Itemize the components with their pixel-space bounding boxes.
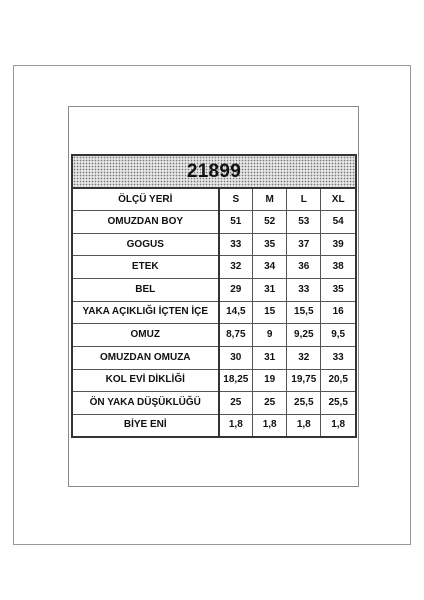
size-value: 1,8	[331, 419, 346, 431]
measurement-label: BEL	[73, 279, 219, 302]
size-value: 9,25	[287, 324, 321, 347]
size-value: 36	[287, 256, 321, 279]
size-value: 25	[219, 392, 253, 415]
size-table	[73, 189, 355, 436]
header-size-xl: XL	[321, 189, 355, 211]
table-row	[73, 301, 355, 324]
size-value: 1,8	[253, 414, 287, 436]
table-row	[73, 369, 355, 392]
table-row	[73, 414, 355, 436]
measurement-label: KOL EVİ DİKLİĞİ	[73, 369, 219, 392]
table-row	[73, 392, 355, 415]
size-value: 18,25	[219, 369, 253, 392]
size-value: 9	[253, 324, 287, 347]
measurement-label: OMUZDAN BOY	[73, 211, 219, 234]
size-value: 25	[253, 392, 287, 415]
table-row	[73, 324, 355, 347]
size-value: 19,75	[287, 369, 321, 392]
table-row	[73, 233, 355, 256]
size-value: 34	[253, 256, 287, 279]
measurement-label: GOGUS	[73, 233, 219, 256]
size-value: 51	[219, 211, 253, 234]
table-row	[73, 279, 355, 302]
size-value: 15,5	[287, 301, 321, 324]
size-value: 14,5	[219, 301, 253, 324]
size-value: 1,8	[287, 414, 321, 436]
measurement-label: OMUZ	[73, 324, 219, 347]
size-value: 39	[321, 233, 355, 256]
size-value: 32	[219, 256, 253, 279]
size-value: 25,5	[287, 392, 321, 415]
measurement-label: YAKA AÇIKLIĞI İÇTEN İÇE	[73, 301, 219, 324]
size-value: 33	[219, 233, 253, 256]
size-value: 29	[219, 279, 253, 302]
table-row	[73, 256, 355, 279]
size-value: 52	[253, 211, 287, 234]
table-row	[73, 211, 355, 234]
product-code-title: 21899	[186, 160, 242, 182]
size-value: 35	[321, 279, 355, 302]
table-row	[73, 346, 355, 369]
size-value: 53	[287, 211, 321, 234]
size-chart	[71, 154, 357, 438]
size-value: 9,5	[321, 324, 355, 347]
size-value: 25,5	[321, 392, 355, 415]
size-value: 1,8	[219, 414, 253, 436]
size-value: 38	[321, 256, 355, 279]
size-value: 33	[287, 279, 321, 302]
header-size-s: S	[219, 189, 253, 211]
size-table-body	[73, 189, 355, 436]
size-value: 32	[287, 346, 321, 369]
size-value: 15	[253, 301, 287, 324]
title-band	[73, 156, 355, 189]
size-value: 31	[253, 279, 287, 302]
size-value: 30	[219, 346, 253, 369]
size-value: 35	[253, 233, 287, 256]
measurement-label: BİYE ENİ	[73, 414, 219, 436]
size-value: 8,75	[219, 324, 253, 347]
size-value: 31	[253, 346, 287, 369]
size-value: 54	[321, 211, 355, 234]
measurement-label: ETEK	[73, 256, 219, 279]
size-value: 19	[253, 369, 287, 392]
header-measurement: ÖLÇÜ YERİ	[73, 189, 219, 211]
size-value: 33	[321, 346, 355, 369]
measurement-label: OMUZDAN OMUZA	[73, 346, 219, 369]
header-row	[73, 189, 355, 211]
measurement-label: ÖN YAKA DÜŞÜKLÜĞÜ	[73, 392, 219, 415]
header-size-l: L	[287, 189, 321, 211]
size-value: 16	[321, 301, 355, 324]
header-size-m: M	[253, 189, 287, 211]
size-value: 37	[287, 233, 321, 256]
size-value: 20,5	[321, 369, 355, 392]
